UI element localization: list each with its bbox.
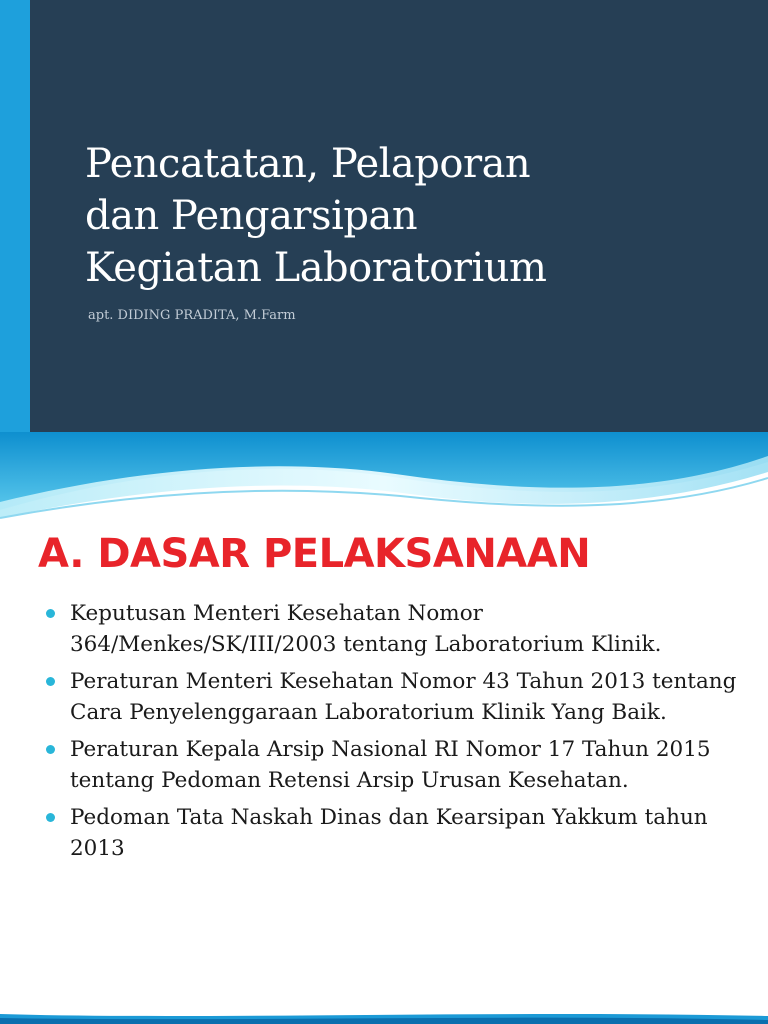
title-line: Pencatatan, Pelaporan xyxy=(85,141,531,187)
bullet-list xyxy=(44,598,744,870)
list-item-text: Peraturan Menteri Kesehatan Nomor 43 Tahun 2013 tentang Cara Penyelenggaraan Laboratorium Klinik Yang Baik. xyxy=(70,669,737,725)
title-slide xyxy=(0,0,768,432)
content-slide xyxy=(0,432,768,1024)
section-heading: A. DASAR PELAKSANAAN xyxy=(38,531,591,577)
bullet-dot-icon xyxy=(46,745,55,754)
list-item-text: Keputusan Menteri Kesehatan Nomor 364/Menkes/SK/III/2003 tentang Laboratorium Klinik. xyxy=(70,601,662,657)
list-item-text: Pedoman Tata Naskah Dinas dan Kearsipan Yakkum tahun 2013 xyxy=(70,805,708,861)
list-item xyxy=(44,734,744,796)
bullet-dot-icon xyxy=(46,609,55,618)
title-line: Kegiatan Laboratorium xyxy=(85,245,547,291)
list-item xyxy=(44,598,744,660)
bullet-dot-icon xyxy=(46,677,55,686)
list-item xyxy=(44,802,744,864)
slide-author: apt. DIDING PRADITA, M.Farm xyxy=(88,308,296,323)
accent-bar xyxy=(0,0,30,432)
wave-decoration xyxy=(0,432,768,532)
bottom-wave-decoration xyxy=(0,1010,768,1024)
list-item-text: Peraturan Kepala Arsip Nasional RI Nomor 17 Tahun 2015 tentang Pedoman Retensi Arsip Urusan Kesehatan. xyxy=(70,737,711,793)
slide-title xyxy=(85,138,755,294)
list-item xyxy=(44,666,744,728)
title-line: dan Pengarsipan xyxy=(85,193,418,239)
bullet-dot-icon xyxy=(46,813,55,822)
